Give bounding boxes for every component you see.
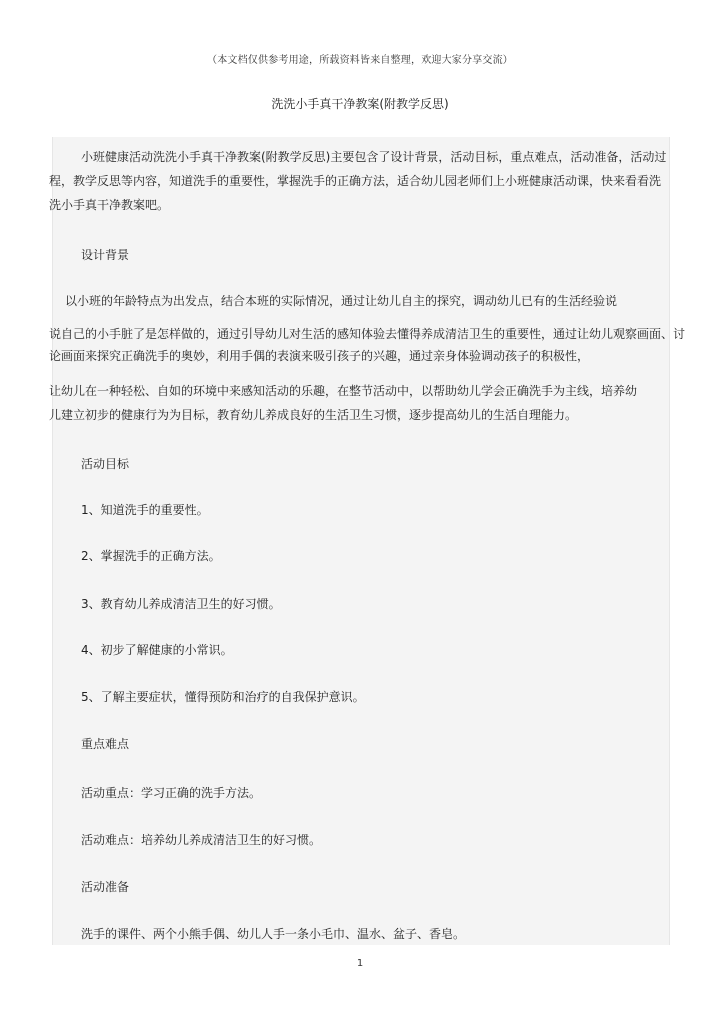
section-heading-background: 设计背景 — [81, 248, 130, 262]
goal-item-4: 4、初步了解健康的小常识。 — [81, 643, 233, 657]
goal-item-3: 3、教育幼儿养成清洁卫生的好习惯。 — [81, 597, 281, 611]
background-paragraph-2-line-2: 论画面来探究正确洗手的奥妙，利用手偶的表演来吸引孩子的兴趣，通过亲身体验调动孩子的积极性， — [49, 349, 590, 363]
background-paragraph-3-line-2: 儿建立初步的健康行为为目标，教育幼儿养成良好的生活卫生习惯，逐步提高幼儿的生活自理能力。 — [49, 408, 578, 422]
key-point-difficulty: 活动难点：培养幼儿养成清洁卫生的好习惯。 — [81, 833, 322, 847]
intro-line-3: 洗小手真干净教案吧。 — [49, 198, 170, 212]
preparation-text: 洗手的课件、两个小熊手偶、幼儿人手一条小毛巾、温水、盆子、香皂。 — [81, 927, 466, 941]
goal-item-2: 2、掌握洗手的正确方法。 — [81, 549, 221, 563]
section-heading-preparation: 活动准备 — [81, 880, 130, 894]
background-paragraph-2-line-1: 说自己的小手脏了是怎样做的，通过引导幼儿对生活的感知体验去懂得养成清洁卫生的重要性，通过让幼儿观察画面、讨 — [49, 327, 686, 341]
intro-line-2: 程，教学反思等内容，知道洗手的重要性，掌握洗手的正确方法，适合幼儿园老师们上小班健康活动课，快来看看洗 — [49, 174, 662, 188]
intro-line-1: 小班健康活动洗洗小手真干净教案(附教学反思)主要包含了设计背景，活动目标，重点难点，活动准备，活动过 — [81, 150, 667, 164]
background-paragraph-1: 以小班的年龄特点为出发点，结合本班的实际情况，通过让幼儿自主的探究，调动幼儿已有的生活经验说 — [65, 294, 618, 308]
goal-item-1: 1、知道洗手的重要性。 — [81, 503, 209, 517]
content-area — [49, 137, 686, 945]
page-number: 1 — [356, 958, 364, 969]
section-heading-key-points: 重点难点 — [81, 737, 130, 751]
background-paragraph-3-line-1: 让幼儿在一种轻松、自如的环境中来感知活动的乐趣，在整节活动中，以帮助幼儿学会正确洗手为主线，培养幼 — [49, 384, 638, 398]
key-point-focus: 活动重点：学习正确的洗手方法。 — [81, 786, 262, 800]
header-note: （本文档仅供参考用途，所载资料皆来自整理，欢迎大家分享交流） — [207, 55, 513, 66]
section-heading-goals: 活动目标 — [81, 457, 130, 471]
document-title: 洗洗小手真干净教案(附教学反思) — [271, 97, 449, 111]
goal-item-5: 5、了解主要症状，懂得预防和治疗的自我保护意识。 — [81, 690, 365, 704]
